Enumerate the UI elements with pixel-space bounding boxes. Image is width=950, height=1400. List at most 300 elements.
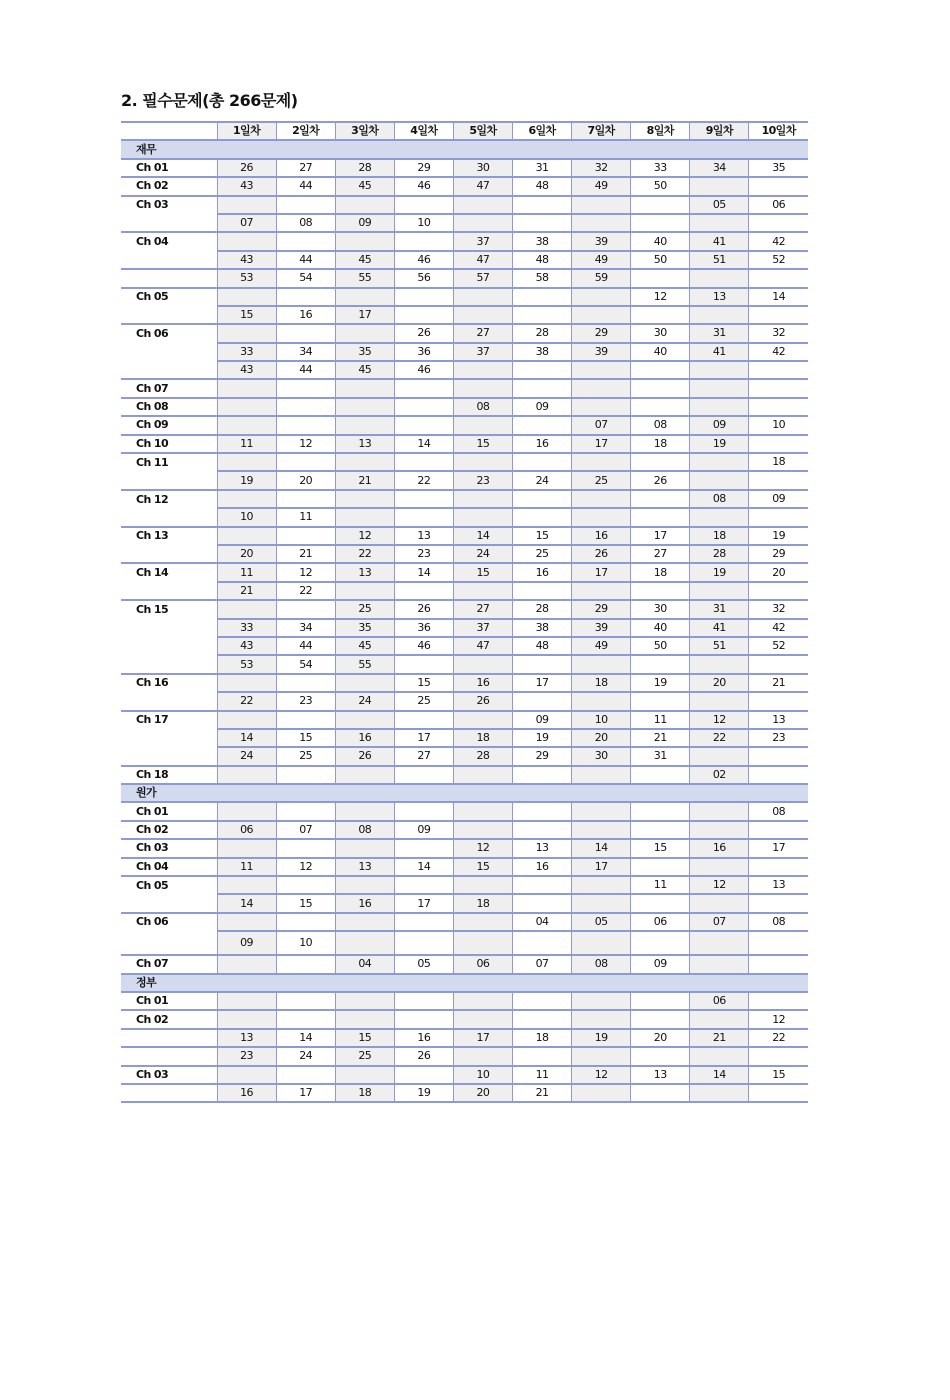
chapter-row [121, 196, 808, 214]
problem-cell-day-4 [394, 655, 453, 673]
problem-cell-day-2: 54 [276, 269, 335, 287]
problem-cell-day-6: 09 [512, 711, 571, 729]
problem-cell-day-4 [394, 1066, 453, 1084]
chapter-label [121, 251, 217, 269]
problem-cell-day-4 [394, 711, 453, 729]
chapter-label [121, 1029, 217, 1047]
problem-cell-day-3 [335, 453, 394, 471]
problem-cell-day-4: 05 [394, 955, 453, 973]
chapter-subrow [121, 306, 808, 324]
problem-cell-day-9: 13 [690, 288, 749, 306]
problem-cell-day-7 [572, 802, 631, 820]
problem-cell-day-9 [690, 361, 749, 379]
chapter-label: Ch 14 [121, 563, 217, 581]
problem-cell-day-3 [335, 931, 394, 955]
chapter-subrow [121, 619, 808, 637]
problem-cell-day-10 [749, 747, 808, 765]
problem-cell-day-7: 08 [572, 955, 631, 973]
problem-cell-day-6: 16 [512, 858, 571, 876]
problem-cell-day-8: 30 [631, 324, 690, 342]
problem-cell-day-5 [453, 1047, 512, 1065]
problem-cell-day-2 [276, 288, 335, 306]
problem-cell-day-10 [749, 858, 808, 876]
problem-cell-day-3: 26 [335, 747, 394, 765]
problem-cell-day-3 [335, 508, 394, 526]
problem-cell-day-6: 38 [512, 232, 571, 250]
problem-cell-day-9 [690, 177, 749, 195]
problem-cell-day-4: 13 [394, 527, 453, 545]
problem-cell-day-9: 41 [690, 232, 749, 250]
problem-cell-day-8 [631, 508, 690, 526]
problem-cell-day-9: 20 [690, 674, 749, 692]
problem-cell-day-3: 08 [335, 821, 394, 839]
problem-cell-day-4 [394, 196, 453, 214]
problem-cell-day-1 [217, 288, 276, 306]
problem-cell-day-5 [453, 306, 512, 324]
chapter-label [121, 931, 217, 955]
chapter-label: Ch 02 [121, 821, 217, 839]
problem-cell-day-4: 09 [394, 821, 453, 839]
chapter-label [121, 306, 217, 324]
chapter-row [121, 1010, 808, 1028]
problem-cell-day-8: 33 [631, 159, 690, 177]
problem-cell-day-3 [335, 398, 394, 416]
problem-cell-day-2: 25 [276, 747, 335, 765]
problem-cell-day-5 [453, 913, 512, 931]
problem-cell-day-6 [512, 1047, 571, 1065]
problem-cell-day-3 [335, 288, 394, 306]
chapter-row [121, 600, 808, 618]
problem-cell-day-8 [631, 692, 690, 710]
problem-cell-day-7: 12 [572, 1066, 631, 1084]
problem-cell-day-1: 43 [217, 177, 276, 195]
problem-cell-day-6 [512, 416, 571, 434]
problem-cell-day-1: 15 [217, 306, 276, 324]
problem-cell-day-2 [276, 490, 335, 508]
chapter-label: Ch 07 [121, 379, 217, 397]
problem-cell-day-3: 55 [335, 269, 394, 287]
problem-cell-day-10: 42 [749, 232, 808, 250]
problem-cell-day-10 [749, 655, 808, 673]
problem-cell-day-4 [394, 992, 453, 1010]
problem-cell-day-1: 14 [217, 894, 276, 912]
problem-cell-day-5 [453, 1010, 512, 1028]
problem-cell-day-10: 42 [749, 619, 808, 637]
problem-cell-day-4: 46 [394, 177, 453, 195]
problem-cell-day-7: 32 [572, 159, 631, 177]
problem-cell-day-3 [335, 1066, 394, 1084]
problem-cell-day-7: 39 [572, 619, 631, 637]
problem-cell-day-1 [217, 600, 276, 618]
chapter-row [121, 435, 808, 453]
problem-cell-day-2: 16 [276, 306, 335, 324]
problem-cell-day-9 [690, 858, 749, 876]
problem-cell-day-1: 16 [217, 1084, 276, 1102]
problem-cell-day-6 [512, 931, 571, 955]
problem-cell-day-2: 22 [276, 582, 335, 600]
problem-cell-day-6 [512, 802, 571, 820]
chapter-label [121, 637, 217, 655]
problem-cell-day-5 [453, 876, 512, 894]
problem-cell-day-6: 28 [512, 324, 571, 342]
problem-cell-day-3: 16 [335, 894, 394, 912]
problem-cell-day-7: 17 [572, 858, 631, 876]
chapter-label: Ch 03 [121, 196, 217, 214]
problem-cell-day-7: 49 [572, 251, 631, 269]
problem-cell-day-7 [572, 1010, 631, 1028]
problem-cell-day-8 [631, 306, 690, 324]
chapter-row [121, 324, 808, 342]
chapter-subrow [121, 729, 808, 747]
problem-cell-day-7 [572, 490, 631, 508]
problem-cell-day-3 [335, 196, 394, 214]
problem-cell-day-6: 58 [512, 269, 571, 287]
problem-cell-day-6: 15 [512, 527, 571, 545]
problem-cell-day-2 [276, 839, 335, 857]
problem-cell-day-3 [335, 839, 394, 857]
problem-cell-day-8: 06 [631, 913, 690, 931]
section-label: 원가 [121, 784, 808, 802]
problem-cell-day-9 [690, 692, 749, 710]
problem-cell-day-7: 07 [572, 416, 631, 434]
problem-cell-day-5 [453, 582, 512, 600]
problem-cell-day-4: 17 [394, 729, 453, 747]
problem-cell-day-4 [394, 288, 453, 306]
problem-cell-day-7: 18 [572, 674, 631, 692]
problem-cell-day-5: 23 [453, 471, 512, 489]
problem-cell-day-1: 09 [217, 931, 276, 955]
problem-cell-day-9 [690, 453, 749, 471]
problem-cell-day-4 [394, 913, 453, 931]
chapter-label: Ch 03 [121, 839, 217, 857]
problem-cell-day-1: 43 [217, 251, 276, 269]
problem-cell-day-3: 45 [335, 637, 394, 655]
problem-cell-day-4 [394, 398, 453, 416]
problem-cell-day-10: 52 [749, 251, 808, 269]
problem-cell-day-1: 20 [217, 545, 276, 563]
chapter-subrow [121, 214, 808, 232]
chapter-subrow [121, 508, 808, 526]
problem-cell-day-7: 25 [572, 471, 631, 489]
problem-cell-day-3 [335, 802, 394, 820]
problem-cell-day-8: 18 [631, 435, 690, 453]
problem-cell-day-4: 29 [394, 159, 453, 177]
problem-cell-day-6: 24 [512, 471, 571, 489]
problem-cell-day-10: 23 [749, 729, 808, 747]
problem-cell-day-3 [335, 876, 394, 894]
problem-cell-day-2 [276, 766, 335, 784]
problem-cell-day-3 [335, 490, 394, 508]
problem-cell-day-10: 14 [749, 288, 808, 306]
problem-cell-day-6: 16 [512, 563, 571, 581]
problem-cell-day-3: 55 [335, 655, 394, 673]
header-day-5: 5일차 [453, 122, 512, 140]
section-label: 재무 [121, 140, 808, 158]
problem-cell-day-8 [631, 453, 690, 471]
problem-cell-day-5 [453, 416, 512, 434]
problem-cell-day-5: 47 [453, 177, 512, 195]
problem-cell-day-9: 18 [690, 527, 749, 545]
problem-cell-day-2 [276, 196, 335, 214]
problem-cell-day-4: 56 [394, 269, 453, 287]
problem-cell-day-9 [690, 379, 749, 397]
problem-cell-day-7: 49 [572, 637, 631, 655]
chapter-label: Ch 17 [121, 711, 217, 729]
problem-cell-day-3: 12 [335, 527, 394, 545]
problem-cell-day-10 [749, 894, 808, 912]
problem-cell-day-7 [572, 931, 631, 955]
problem-cell-day-7: 59 [572, 269, 631, 287]
problem-cell-day-9: 02 [690, 766, 749, 784]
problem-cell-day-10 [749, 398, 808, 416]
problem-cell-day-4: 15 [394, 674, 453, 692]
problem-cell-day-8 [631, 490, 690, 508]
chapter-label: Ch 10 [121, 435, 217, 453]
problem-cell-day-9 [690, 306, 749, 324]
problem-cell-day-7 [572, 508, 631, 526]
chapter-row [121, 766, 808, 784]
chapter-subrow [121, 471, 808, 489]
problem-cell-day-6: 11 [512, 1066, 571, 1084]
problem-cell-day-9: 22 [690, 729, 749, 747]
problem-cell-day-7: 49 [572, 177, 631, 195]
chapter-row [121, 490, 808, 508]
problem-cell-day-2: 12 [276, 858, 335, 876]
problem-cell-day-2: 11 [276, 508, 335, 526]
problem-cell-day-2 [276, 711, 335, 729]
chapter-label [121, 619, 217, 637]
problem-cell-day-10: 13 [749, 711, 808, 729]
problem-cell-day-7 [572, 1047, 631, 1065]
problem-cell-day-9 [690, 1047, 749, 1065]
chapter-row [121, 711, 808, 729]
problem-cell-day-6 [512, 582, 571, 600]
problem-cell-day-8 [631, 931, 690, 955]
problem-cell-day-3: 22 [335, 545, 394, 563]
problem-cell-day-8 [631, 1084, 690, 1102]
problem-cell-day-9: 34 [690, 159, 749, 177]
problem-cell-day-1 [217, 876, 276, 894]
problem-cell-day-7 [572, 361, 631, 379]
problem-cell-day-8: 50 [631, 177, 690, 195]
problem-cell-day-4: 27 [394, 747, 453, 765]
problem-cell-day-3 [335, 674, 394, 692]
problem-cell-day-2 [276, 876, 335, 894]
problem-cell-day-8 [631, 992, 690, 1010]
problem-cell-day-6 [512, 766, 571, 784]
problem-cell-day-10: 15 [749, 1066, 808, 1084]
problem-cell-day-1 [217, 232, 276, 250]
problem-cell-day-10: 29 [749, 545, 808, 563]
problem-cell-day-4: 46 [394, 361, 453, 379]
chapter-label: Ch 02 [121, 177, 217, 195]
problem-cell-day-4: 14 [394, 563, 453, 581]
problem-cell-day-6 [512, 306, 571, 324]
problem-cell-day-10: 32 [749, 324, 808, 342]
problem-cell-day-8 [631, 766, 690, 784]
problem-cell-day-9: 05 [690, 196, 749, 214]
problem-cell-day-5: 17 [453, 1029, 512, 1047]
problem-cell-day-7 [572, 1084, 631, 1102]
problem-cell-day-1: 22 [217, 692, 276, 710]
problem-cell-day-2: 14 [276, 1029, 335, 1047]
chapter-row [121, 821, 808, 839]
chapter-subrow [121, 894, 808, 912]
problem-cell-day-7 [572, 453, 631, 471]
problem-cell-day-3: 13 [335, 858, 394, 876]
problem-cell-day-6: 31 [512, 159, 571, 177]
problem-cell-day-6 [512, 361, 571, 379]
problem-cell-day-7: 30 [572, 747, 631, 765]
problem-cell-day-5 [453, 196, 512, 214]
problem-cell-day-7: 14 [572, 839, 631, 857]
problem-cell-day-3: 35 [335, 619, 394, 637]
problem-cell-day-7: 17 [572, 435, 631, 453]
problem-cell-day-10: 21 [749, 674, 808, 692]
problem-cell-day-6: 38 [512, 343, 571, 361]
problem-cell-day-4: 26 [394, 600, 453, 618]
problem-cell-day-8: 17 [631, 527, 690, 545]
problem-cell-day-1 [217, 416, 276, 434]
problem-cell-day-3: 04 [335, 955, 394, 973]
chapter-label: Ch 01 [121, 802, 217, 820]
problem-cell-day-7: 39 [572, 343, 631, 361]
problem-cell-day-7 [572, 821, 631, 839]
problem-cell-day-8: 11 [631, 876, 690, 894]
problem-cell-day-1: 43 [217, 361, 276, 379]
problem-cell-day-7 [572, 398, 631, 416]
problem-cell-day-8 [631, 196, 690, 214]
problem-cell-day-10 [749, 582, 808, 600]
problem-cell-day-7 [572, 766, 631, 784]
problem-cell-day-10 [749, 435, 808, 453]
section-row [121, 140, 808, 158]
problem-cell-day-6 [512, 379, 571, 397]
chapter-row [121, 876, 808, 894]
problem-cell-day-4 [394, 379, 453, 397]
problem-cell-day-5: 06 [453, 955, 512, 973]
chapter-label: Ch 02 [121, 1010, 217, 1028]
problem-cell-day-5: 37 [453, 232, 512, 250]
problem-cell-day-4: 46 [394, 637, 453, 655]
problem-cell-day-4: 26 [394, 324, 453, 342]
chapter-label [121, 1084, 217, 1102]
problem-cell-day-1: 53 [217, 655, 276, 673]
problem-cell-day-4 [394, 876, 453, 894]
problem-cell-day-6: 25 [512, 545, 571, 563]
problem-cell-day-9 [690, 821, 749, 839]
problem-cell-day-2 [276, 232, 335, 250]
problem-cell-day-5 [453, 821, 512, 839]
problem-cell-day-6 [512, 992, 571, 1010]
problem-cell-day-9 [690, 1010, 749, 1028]
chapter-label: Ch 09 [121, 416, 217, 434]
problem-cell-day-4 [394, 802, 453, 820]
problem-cell-day-1 [217, 453, 276, 471]
problem-cell-day-10: 08 [749, 913, 808, 931]
problem-cell-day-9: 21 [690, 1029, 749, 1047]
chapter-row [121, 159, 808, 177]
problem-cell-day-10 [749, 821, 808, 839]
problem-cell-day-10: 10 [749, 416, 808, 434]
problem-cell-day-1: 11 [217, 435, 276, 453]
problem-cell-day-8 [631, 398, 690, 416]
chapter-label: Ch 06 [121, 324, 217, 342]
problem-cell-day-7: 10 [572, 711, 631, 729]
problem-cell-day-3: 45 [335, 251, 394, 269]
chapter-subrow [121, 343, 808, 361]
problem-cell-day-9 [690, 894, 749, 912]
problem-cell-day-2 [276, 379, 335, 397]
problem-cell-day-1 [217, 839, 276, 857]
problem-cell-day-1 [217, 674, 276, 692]
problem-cell-day-10: 18 [749, 453, 808, 471]
problem-cell-day-8: 40 [631, 232, 690, 250]
chapter-subrow [121, 747, 808, 765]
problem-cell-day-2 [276, 453, 335, 471]
header-day-2: 2일차 [276, 122, 335, 140]
problem-cell-day-10: 32 [749, 600, 808, 618]
problem-cell-day-6: 17 [512, 674, 571, 692]
problem-cell-day-8 [631, 655, 690, 673]
chapter-label [121, 269, 217, 287]
header-day-9: 9일차 [690, 122, 749, 140]
schedule-body [121, 140, 808, 1102]
problem-cell-day-6 [512, 876, 571, 894]
chapter-subrow [121, 692, 808, 710]
problem-cell-day-4: 14 [394, 858, 453, 876]
problem-cell-day-9: 12 [690, 711, 749, 729]
chapter-row [121, 232, 808, 250]
schedule-table [121, 121, 808, 1103]
problem-cell-day-4 [394, 232, 453, 250]
problem-cell-day-1: 13 [217, 1029, 276, 1047]
chapter-label [121, 655, 217, 673]
problem-cell-day-10: 52 [749, 637, 808, 655]
problem-cell-day-8 [631, 858, 690, 876]
problem-cell-day-5: 24 [453, 545, 512, 563]
problem-cell-day-6: 09 [512, 398, 571, 416]
chapter-row [121, 416, 808, 434]
chapter-label: Ch 08 [121, 398, 217, 416]
problem-cell-day-6: 19 [512, 729, 571, 747]
problem-cell-day-6 [512, 490, 571, 508]
problem-cell-day-3 [335, 582, 394, 600]
chapter-label: Ch 01 [121, 992, 217, 1010]
problem-cell-day-5 [453, 802, 512, 820]
problem-cell-day-2: 34 [276, 619, 335, 637]
problem-cell-day-5 [453, 453, 512, 471]
problem-cell-day-9 [690, 214, 749, 232]
problem-cell-day-4: 36 [394, 343, 453, 361]
problem-cell-day-6 [512, 453, 571, 471]
chapter-row [121, 453, 808, 471]
problem-cell-day-9: 51 [690, 637, 749, 655]
problem-cell-day-2: 12 [276, 563, 335, 581]
chapter-label: Ch 06 [121, 913, 217, 931]
problem-cell-day-9 [690, 582, 749, 600]
problem-cell-day-2: 21 [276, 545, 335, 563]
problem-cell-day-2: 07 [276, 821, 335, 839]
problem-cell-day-9: 06 [690, 992, 749, 1010]
problem-cell-day-10 [749, 955, 808, 973]
problem-cell-day-2 [276, 398, 335, 416]
problem-cell-day-7 [572, 582, 631, 600]
problem-cell-day-3 [335, 766, 394, 784]
problem-cell-day-7 [572, 379, 631, 397]
header-day-8: 8일차 [631, 122, 690, 140]
problem-cell-day-3 [335, 232, 394, 250]
